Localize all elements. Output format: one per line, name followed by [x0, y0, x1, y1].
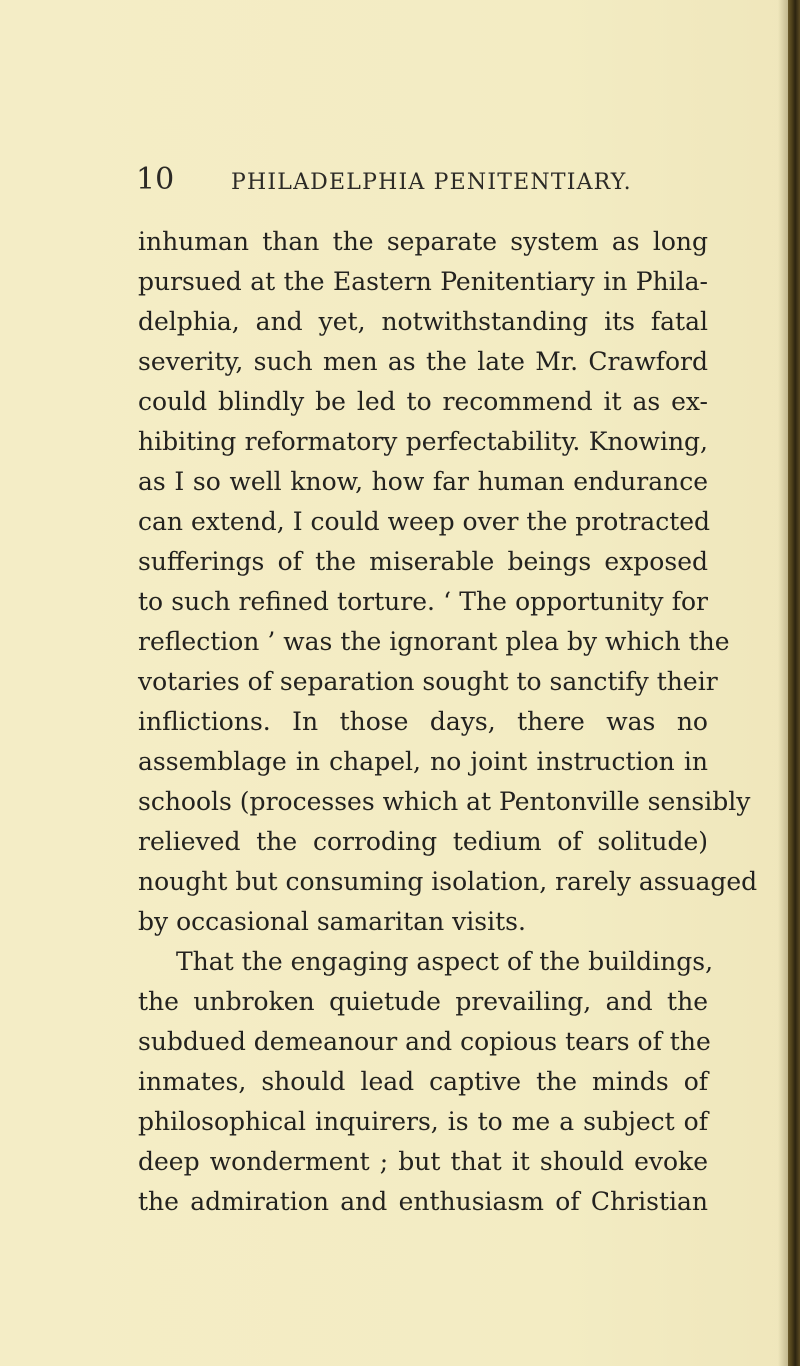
- text-line: reflection ’ was the ignorant plea by which the: [138, 627, 730, 656]
- body-text: [138, 222, 758, 1222]
- text-line: votaries of separation sought to sanctify their: [138, 667, 718, 696]
- text-line: That the engaging aspect of the buildings,: [176, 947, 714, 976]
- text-line: sufferings of the miserable beings exposed: [138, 547, 708, 576]
- text-line: inmates, should lead captive the minds of: [138, 1067, 708, 1096]
- text-line: pursued at the Eastern Penitentiary in Phila-: [138, 267, 708, 296]
- page-number: 10: [136, 162, 175, 197]
- text-line: can extend, I could weep over the protracted: [138, 507, 711, 536]
- text-line: philosophical inquirers, is to me a subject of: [138, 1107, 708, 1136]
- text-line: by occasional samaritan visits.: [138, 907, 526, 936]
- text-line: to such refined torture. ‘ The opportunity for: [138, 587, 708, 616]
- text-line: inhuman than the separate system as long: [138, 227, 708, 256]
- page-edge: [788, 0, 800, 1366]
- text-line: deep wonderment ; but that it should evoke: [138, 1147, 708, 1176]
- text-line: schools (processes which at Pentonville sensibly: [138, 787, 751, 816]
- text-line: assemblage in chapel, no joint instruction in: [138, 747, 708, 776]
- text-line: the unbroken quietude prevailing, and the: [138, 987, 708, 1016]
- text-line: inflictions. In those days, there was no: [138, 707, 708, 736]
- text-line: severity, such men as the late Mr. Crawford: [138, 347, 708, 376]
- text-line: the admiration and enthusiasm of Christian: [138, 1187, 708, 1216]
- page-gutter-shadow: [778, 0, 788, 1366]
- running-title: PHILADELPHIA PENITENTIARY.: [231, 170, 632, 195]
- text-line: as I so well know, how far human endurance: [138, 467, 708, 496]
- text-line: hibiting reformatory perfectability. Knowing,: [138, 427, 708, 456]
- text-line: nought but consuming isolation, rarely assuaged: [138, 867, 758, 896]
- text-line: relieved the corroding tedium of solitude): [138, 827, 708, 856]
- text-line: delphia, and yet, notwithstanding its fatal: [138, 307, 708, 336]
- running-head: [136, 160, 736, 200]
- text-line: could blindly be led to recommend it as ex-: [138, 387, 708, 416]
- text-line: subdued demeanour and copious tears of the: [138, 1027, 711, 1056]
